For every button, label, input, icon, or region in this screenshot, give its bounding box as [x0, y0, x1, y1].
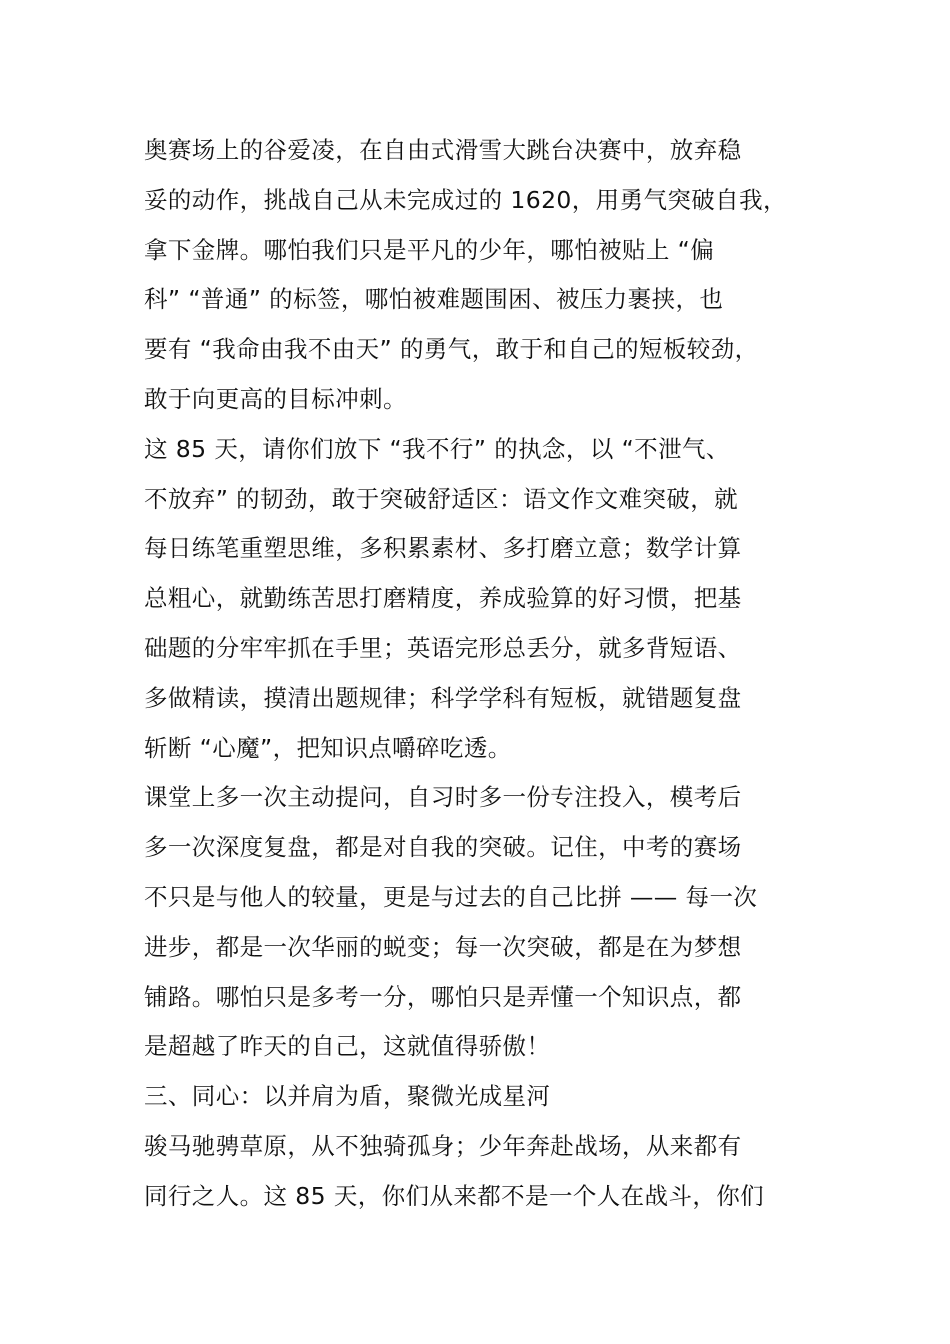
text-line: 拿下金牌。哪怕我们只是平凡的少年，哪怕被贴上 “偏	[144, 235, 715, 264]
text-line: 课堂上多一次主动提问，自习时多一份专注投入，模考后	[144, 783, 742, 812]
text-line: 多一次深度复盘，都是对自我的突破。记住，中考的赛场	[144, 833, 742, 862]
text-line: 斩断 “心魔”，把知识点嚼碎吃透。	[144, 733, 512, 762]
text-line: 科” “普通” 的标签，哪怕被难题围困、被压力裹挟，也	[144, 285, 724, 314]
text-line: 铺路。哪怕只是多考一分，哪怕只是弄懂一个知识点，都	[144, 982, 742, 1011]
text-line: 不放弃” 的韧劲，敢于突破舒适区：语文作文难突破，就	[144, 484, 739, 513]
text-line: 进步，都是一次华丽的蜕变；每一次突破，都是在为梦想	[144, 932, 742, 961]
text-line: 多做精读，摸清出题规律；科学学科有短板，就错题复盘	[144, 683, 742, 712]
text-line: 总粗心，就勤练苦思打磨精度，养成验算的好习惯，把基	[144, 584, 742, 613]
text-line: 是超越了昨天的自己，这就值得骄傲！	[144, 1032, 551, 1061]
text-line: 每日练笔重塑思维，多积累素材、多打磨立意；数学计算	[144, 534, 742, 563]
text-line: 要有 “我命由我不由天” 的勇气，敢于和自己的短板较劲，	[144, 335, 759, 364]
text-line: 妥的动作，挑战自己从未完成过的 1620，用勇气突破自我，	[144, 185, 787, 214]
text-line: 础题的分牢牢抓在手里；英语完形总丢分，就多背短语、	[144, 633, 742, 662]
text-line: 骏马驰骋草原，从不独骑孤身；少年奔赴战场，从来都有	[144, 1131, 742, 1160]
body-text	[144, 126, 834, 1222]
section-heading: 三、同心：以并肩为盾，聚微光成星河	[144, 1082, 551, 1111]
text-line: 敢于向更高的目标冲刺。	[144, 384, 407, 413]
text-line: 奥赛场上的谷爱凌，在自由式滑雪大跳台决赛中，放弃稳	[144, 136, 742, 164]
text-line: 同行之人。这 85 天，你们从来都不是一个人在战斗，你们	[144, 1181, 765, 1210]
text-line: 不只是与他人的较量，更是与过去的自己比拼 —— 每一次	[144, 882, 758, 911]
text-line: 这 85 天，请你们放下 “我不行” 的执念，以 “不泄气、	[144, 434, 730, 463]
